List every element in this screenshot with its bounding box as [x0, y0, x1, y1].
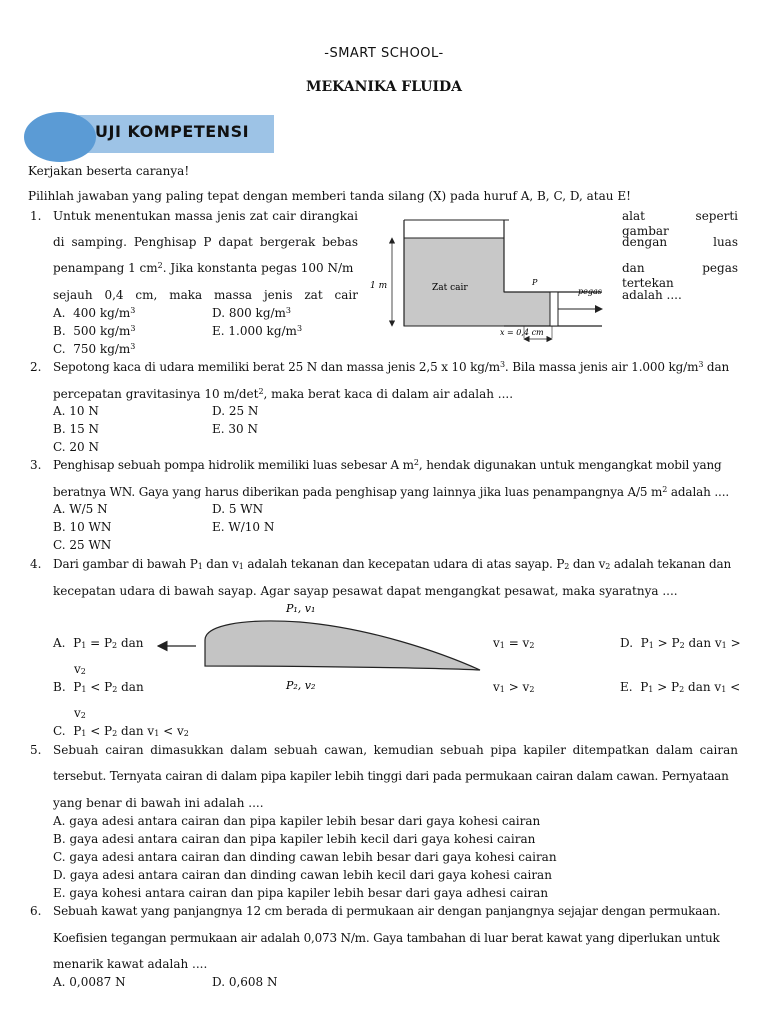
figure-spring-label: pegas: [578, 287, 602, 296]
instruction-1: Kerjakan beserta caranya!: [28, 164, 190, 178]
q3-option-c: C. 25 WN: [53, 538, 112, 552]
q2-line-2: percepatan gravitasinya 10 $m/\det^2$, maka berat kaca di dalam air adalah ....: [53, 387, 514, 401]
wing-figure: [150, 596, 495, 696]
q3-option-b: B. 10 WN: [53, 520, 112, 534]
q6-option-d: D. 0,608 N: [212, 975, 278, 989]
instruction-2: Pilihlah jawaban yang paling tepat dengan memberi tanda silang (X) pada huruf A, B, C, D, atau E!: [28, 189, 631, 203]
figure-x-label: x = 0,4 cm: [500, 328, 544, 337]
q5-line-1: Sebuah cairan dimasukkan dalam sebuah cawan, kemudian sebuah pipa kapiler ditempatkan dalam cairan: [53, 743, 738, 757]
q2-number: 2.: [30, 360, 42, 374]
q3-number: 3.: [30, 458, 42, 472]
q4-option-a: A. $P_1 = P_2$ dan: [53, 636, 144, 650]
q4-number: 4.: [30, 557, 42, 571]
q1-line-1a: Untuk menentukan massa jenis zat cair dirangkai: [53, 209, 358, 223]
q1-option-d: D. 800 $kg/m^3$: [212, 306, 292, 320]
q1-line-4a: sejauh 0,4 cm, maka massa jenis zat cair: [53, 288, 358, 302]
figure-height-label: 1 m: [370, 281, 388, 291]
q5-line-3: yang benar di bawah ini adalah ....: [53, 796, 264, 810]
q1-line-2b: dengan luas: [622, 235, 738, 249]
q6-line-1: Sebuah kawat yang panjangnya 12 cm berada di permukaan air dengan panjangnya sejajar dengan permukaan.: [53, 904, 721, 918]
q2-option-d: D. 25 N: [212, 404, 259, 418]
section-banner: UJI KOMPETENSI: [95, 122, 250, 141]
q1-option-b: B. 500 $kg/m^3$: [53, 324, 136, 338]
q5-option-b: B. gaya adesi antara cairan dan pipa kapiler lebih kecil dari gaya kohesi cairan: [53, 832, 536, 846]
q2-option-c: C. 20 N: [53, 440, 99, 454]
q1-line-3a: penampang 1 $cm^2$. Jika konstanta pegas 100 N/m: [53, 261, 354, 275]
q2-option-e: E. 30 N: [212, 422, 258, 436]
q3-line-2: beratnya WN. Gaya yang harus diberikan pada penghisap yang lainnya jika luas penampangnya A/5 $m^2$ adalah ....: [53, 485, 730, 499]
q5-option-d: D. gaya adesi antara cairan dan dinding cawan lebih kecil dari gaya kohesi cairan: [53, 868, 552, 882]
figure-fluid-label: Zat cair: [432, 283, 468, 293]
wing-bottom-label: P₂, v₂: [286, 679, 316, 692]
q3-option-a: A. W/5 N: [53, 502, 108, 516]
q5-option-e: E. gaya kohesi antara cairan dan pipa kapiler lebih besar dari gaya adhesi cairan: [53, 886, 549, 900]
q2-option-b: B. 15 N: [53, 422, 100, 436]
q4-option-e-wrap: $v_2$: [74, 706, 86, 720]
q5-line-2: tersebut. Ternyata cairan di dalam pipa kapiler lebih tinggi dari pada permukaan cairan dalam cawan. Pernyataan: [53, 769, 729, 783]
q3-line-1: Penghisap sebuah pompa hidrolik memiliki luas sebesar A $m^2$, hendak digunakan untuk mengangkat mobil yang: [53, 458, 722, 472]
q4-line-1: Dari gambar di bawah $P_1$ dan $v_1$ adalah tekanan dan kecepatan udara di atas sayap. $P_2$ dan $v_2$ adalah tekanan dan: [53, 557, 732, 571]
school-name: -SMART SCHOOL-: [324, 46, 444, 61]
q4-option-a-cont: $v_1 = v_2$: [493, 636, 535, 650]
q5-number: 5.: [30, 743, 42, 757]
q1-line-1b: alat seperti gambar: [622, 209, 738, 238]
q2-option-a: A. 10 N: [53, 404, 99, 418]
q4-option-c: C. $P_1 < P_2$ dan $v_1 < v_2$: [53, 724, 189, 738]
page-title: MEKANIKA FLUIDA: [305, 79, 463, 95]
q4-line-2: kecepatan udara di bawah sayap. Agar sayap pesawat dapat mengangkat pesawat, maka syaratnya ....: [53, 584, 678, 598]
container-spring-figure: [364, 208, 620, 348]
q2-line-1: Sepotong kaca di udara memiliki berat 25 N dan massa jenis 2,5 x 10 $kg/m^3$. Bila massa jenis air 1.000 $kg/m^3$ dan: [53, 360, 730, 374]
q4-option-d-wrap: $v_2$: [74, 662, 86, 676]
q1-option-e: E. 1.000 $kg/m^3$: [212, 324, 303, 338]
q6-line-2: Koefisien tegangan permukaan air adalah 0,073 N/m. Gaya tambahan di luar berat kawat yang diperlukan untuk: [53, 931, 720, 945]
q4-option-b: B. $P_1 < P_2$ dan: [53, 680, 144, 694]
q3-option-d: D. 5 WN: [212, 502, 264, 516]
q1-line-2a: di samping. Penghisap P dapat bergerak bebas: [53, 235, 358, 249]
q6-number: 6.: [30, 904, 42, 918]
q3-option-e: E. W/10 N: [212, 520, 275, 534]
q4-option-e: E. $P_1 > P_2$ dan $v_1$ <: [620, 680, 741, 694]
q6-option-a: A. 0,0087 N: [53, 975, 126, 989]
q6-line-3: menarik kawat adalah ....: [53, 957, 208, 971]
q5-option-c: C. gaya adesi antara cairan dan dinding cawan lebih besar dari gaya kohesi cairan: [53, 850, 557, 864]
q4-option-d: D. $P_1 > P_2$ dan $v_1$ >: [620, 636, 741, 650]
q4-option-b-cont: $v_1 > v_2$: [493, 680, 535, 694]
wing-top-label: P₁, v₁: [286, 602, 316, 615]
figure-piston-label: P: [532, 278, 538, 287]
q1-line-4b: adalah ....: [622, 288, 682, 302]
q1-line-3b: dan pegas tertekan: [622, 261, 738, 290]
q1-option-a: A. 400 $kg/m^3$: [53, 306, 136, 320]
q5-option-a: A. gaya adesi antara cairan dan pipa kapiler lebih besar dari gaya kohesi cairan: [53, 814, 541, 828]
q1-option-c: C. 750 $kg/m^3$: [53, 342, 136, 356]
q1-number: 1.: [30, 209, 42, 223]
banner-circle: [24, 112, 96, 162]
